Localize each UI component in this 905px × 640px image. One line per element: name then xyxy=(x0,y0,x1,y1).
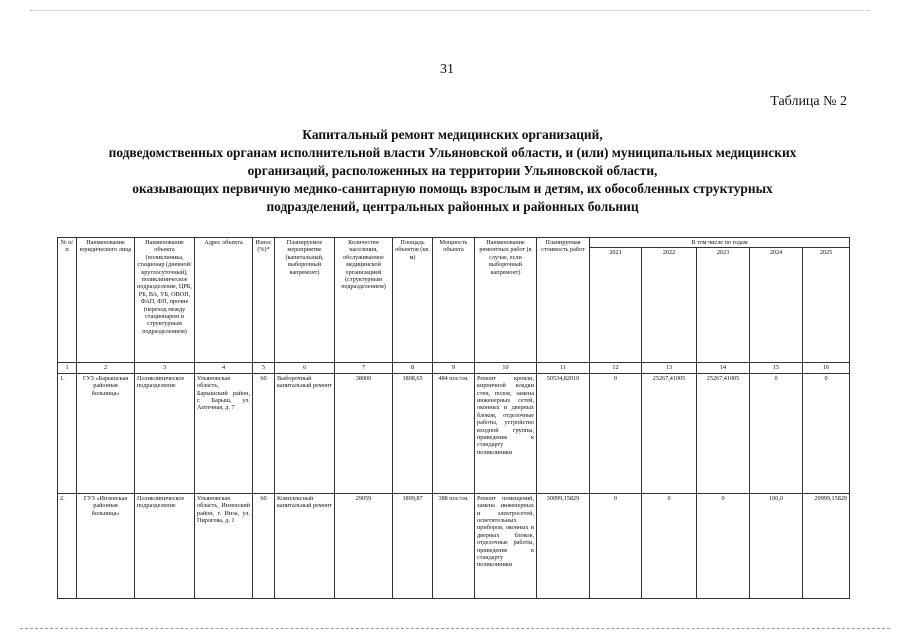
row-legal-name: ГУЗ «Барышская районная больница» xyxy=(77,373,135,493)
repair-table xyxy=(57,237,850,599)
row-address: Ульяновская область, Барышский район, г. Барыш, ул. Аптечная, д. 7 xyxy=(195,373,253,493)
column-number: 13 xyxy=(642,363,697,373)
row-year-2022: 0 xyxy=(642,493,697,598)
header-row xyxy=(58,238,850,248)
row-year-2025: 0 xyxy=(803,373,850,493)
header-year: 2023 xyxy=(697,248,750,363)
header-years-group: В том числе по годам xyxy=(590,238,850,248)
header-population: Количество населения, обслуживаемое медицинской организацией (структурным подразделением) xyxy=(335,238,393,363)
column-number: 9 xyxy=(433,363,475,373)
row-year-2024: 100,0 xyxy=(750,493,803,598)
header-object-name: Наименование объекта (поликлиника, стационар (дневной/круглосуточный), поликлиническое подразделение, ЦРБ, РБ, ВА, УБ, ОВОП, ФАП, ФП, прочие (переход между стационаром и структурным подразделением) xyxy=(135,238,195,363)
column-number: 16 xyxy=(803,363,850,373)
header-cost: Планируемая стоимость работ xyxy=(537,238,590,363)
row-area: 1808,65 xyxy=(393,373,433,493)
title-line: Капитальный ремонт медицинских организаций, xyxy=(302,127,603,142)
row-year-2023: 25267,41005 xyxy=(697,373,750,493)
row-year-2021: 0 xyxy=(590,493,642,598)
title-line: подразделений, центральных районных и районных больниц xyxy=(266,199,639,214)
header-area: Площадь объектов (кв. м) xyxy=(393,238,433,363)
column-number: 2 xyxy=(77,363,135,373)
column-number: 12 xyxy=(590,363,642,373)
scan-artifact-top xyxy=(30,10,870,12)
column-number: 3 xyxy=(135,363,195,373)
header-year: 2022 xyxy=(642,248,697,363)
header-wear: Износ (%)* xyxy=(253,238,275,363)
row-year-2021: 0 xyxy=(590,373,642,493)
table-label: Таблица № 2 xyxy=(770,94,847,109)
header-address: Адрес объекта xyxy=(195,238,253,363)
row-population: 38000 xyxy=(335,373,393,493)
row-cost: 30099,15829 xyxy=(537,493,590,598)
row-works: Ремонт кровли, кирпичной кладки стен, полов, замена инженерных сетей, оконных и дверных блоков, отделочные работы, устройство входной группы, приведение к стандарту поликлиники xyxy=(475,373,537,493)
header-year: 2021 xyxy=(590,248,642,363)
row-cost: 50534,82010 xyxy=(537,373,590,493)
row-measure: Выборочный капитальный ремонт xyxy=(275,373,335,493)
column-number: 6 xyxy=(275,363,335,373)
header-legal-name: Наименование юридического лица xyxy=(77,238,135,363)
row-area: 1899,87 xyxy=(393,493,433,598)
row-num: 2. xyxy=(58,493,77,598)
title-line: оказывающих первичную медико-санитарную помощь взрослым и детям, их обособленных структурных xyxy=(132,181,773,196)
header-year: 2024 xyxy=(750,248,803,363)
row-year-2025: 29999,15829 xyxy=(803,493,850,598)
column-number: 7 xyxy=(335,363,393,373)
column-number: 11 xyxy=(537,363,590,373)
row-year-2024: 0 xyxy=(750,373,803,493)
column-number: 5 xyxy=(253,363,275,373)
page-number: 31 xyxy=(440,62,454,77)
row-year-2022: 25267,41005 xyxy=(642,373,697,493)
row-capacity: 484 пос/см. xyxy=(433,373,475,493)
column-number: 1 xyxy=(58,363,77,373)
header-capacity: Мощность объекта xyxy=(433,238,475,363)
row-wear: 60 xyxy=(253,493,275,598)
header-num: № п/п xyxy=(58,238,77,363)
column-number: 8 xyxy=(393,363,433,373)
row-wear: 60 xyxy=(253,373,275,493)
table-row xyxy=(58,493,850,598)
row-works: Ремонт помещений, замена инженерных и электросетей, осветительных приборов, оконных и дверных блоков, отделочные работы, приведение к стандарту поликлиники xyxy=(475,493,537,598)
row-capacity: 388 пос/см. xyxy=(433,493,475,598)
row-measure: Комплексный капитальный ремонт xyxy=(275,493,335,598)
title-line: подведомственных органам исполнительной власти Ульяновской области, и (или) муниципальных медицинских xyxy=(108,145,797,160)
row-num: 1. xyxy=(58,373,77,493)
column-number: 15 xyxy=(750,363,803,373)
column-number-row xyxy=(58,363,850,373)
scan-artifact-bottom xyxy=(20,628,890,630)
row-object-name: Поликлиническое подразделение xyxy=(135,373,195,493)
row-address: Ульяновская область, Инзенский район, г. Инза, ул. Пирогова, д. 1 xyxy=(195,493,253,598)
header-year: 2025 xyxy=(803,248,850,363)
row-object-name: Поликлиническое подразделение xyxy=(135,493,195,598)
row-population: 29059 xyxy=(335,493,393,598)
header-works: Наименование ремонтных работ (в случае, если выборочный капремонт) xyxy=(475,238,537,363)
column-number: 14 xyxy=(697,363,750,373)
table-row xyxy=(58,373,850,493)
title-line: организаций, расположенных на территории Ульяновской области, xyxy=(247,163,658,178)
row-legal-name: ГУЗ «Инзенская районная больница» xyxy=(77,493,135,598)
row-year-2023: 0 xyxy=(697,493,750,598)
document-title xyxy=(40,126,865,216)
header-planned-measure: Планируемое мероприятие (капитальный, выборочный капремонт) xyxy=(275,238,335,363)
column-number: 10 xyxy=(475,363,537,373)
column-number: 4 xyxy=(195,363,253,373)
